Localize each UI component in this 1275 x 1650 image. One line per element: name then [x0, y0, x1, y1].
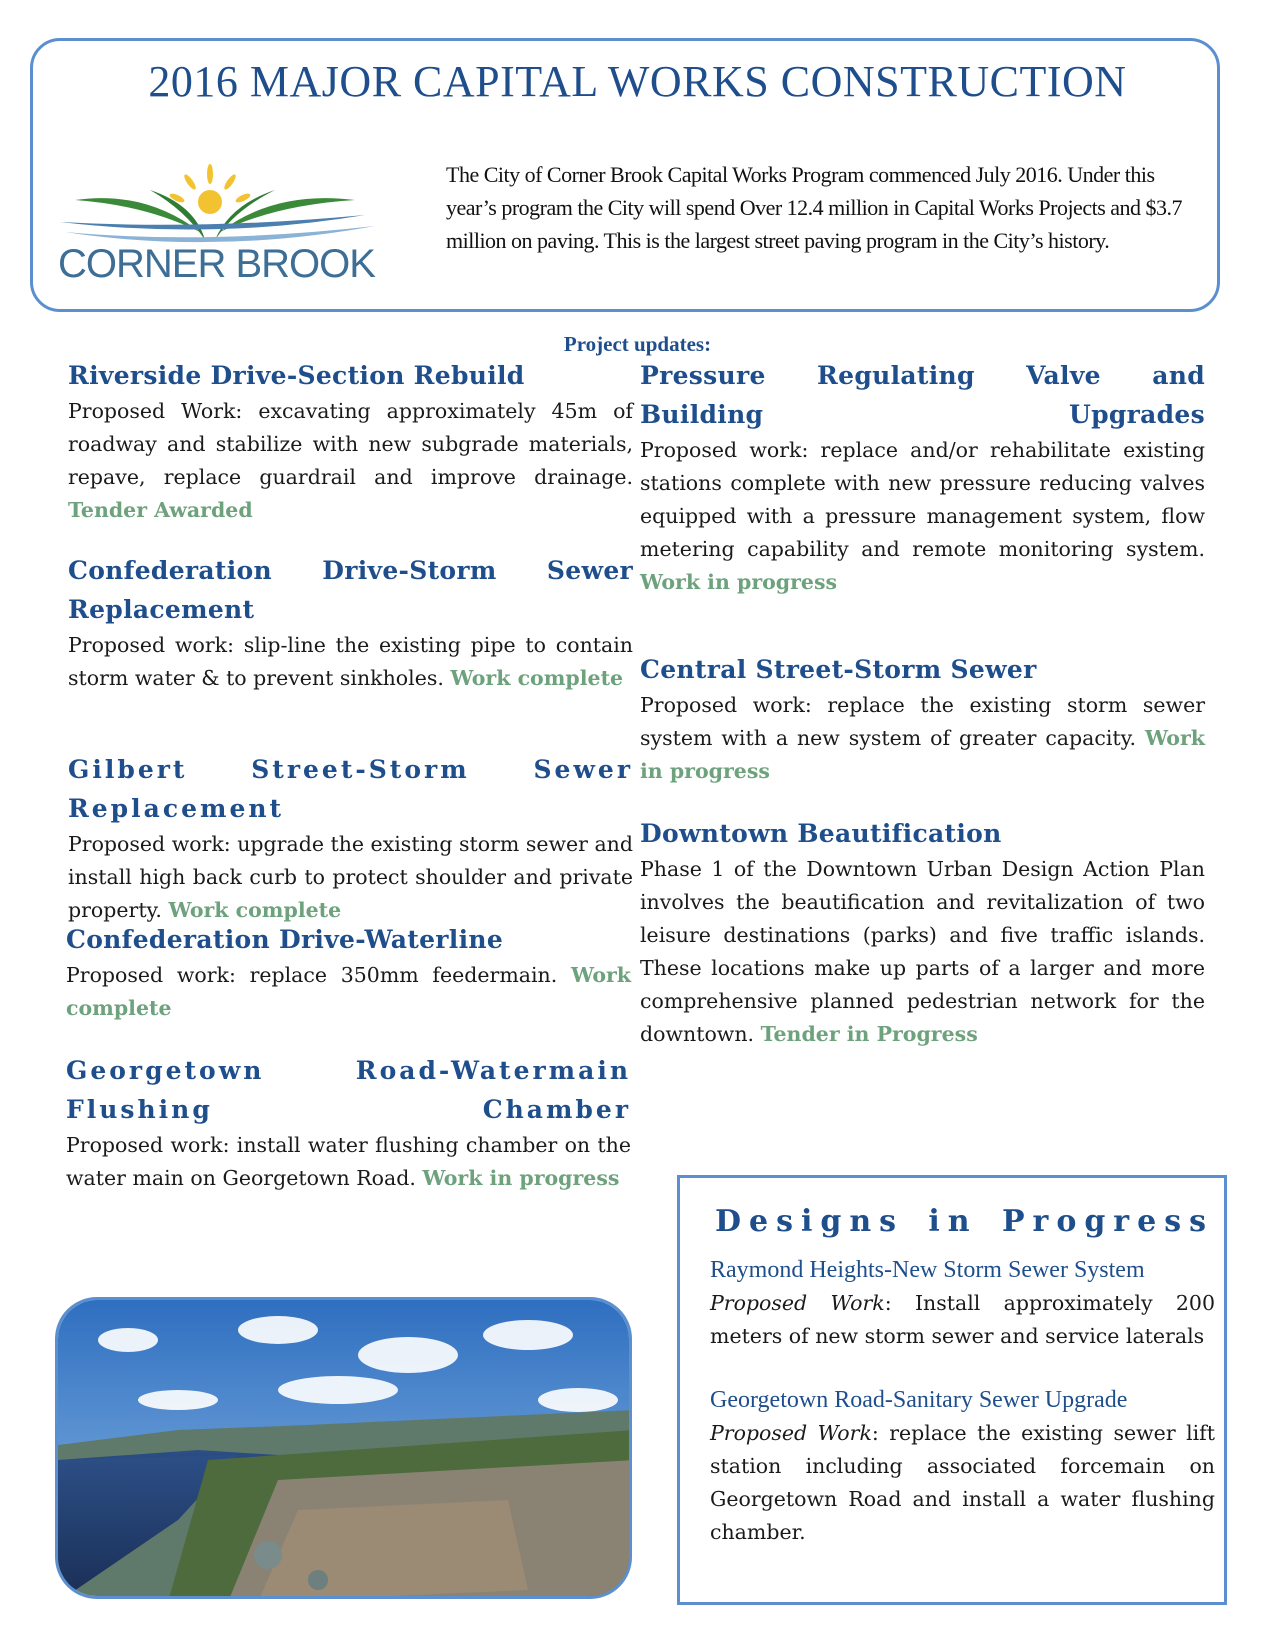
project-status: Work complete [66, 963, 631, 1020]
project-downtown-beautification [640, 814, 1205, 1051]
designs-heading: Designs in Progress [715, 1204, 1214, 1239]
project-description: Proposed work: replace and/or rehabilitate existing stations complete with new pressure reducing valves equipped with a pressure management system, flow metering capability and remote monitoring system. Work in progress [640, 438, 1205, 594]
project-title: Confederation Drive-Waterline [66, 925, 504, 954]
project-description: Proposed work: replace the existing storm sewer system with a new system of greater capacity. Work in progress [640, 693, 1205, 783]
project-title: Georgetown Road-Watermain Flushing Chamber [66, 1056, 631, 1124]
project-title: Confederation Drive-Storm Sewer Replacement [68, 556, 633, 624]
project-status: Work complete [450, 666, 624, 690]
project-description: Proposed work: upgrade the existing storm sewer and install high back curb to protect shoulder and private property. Work complete [68, 832, 634, 922]
project-status: Work in progress [640, 570, 838, 594]
design-title: Georgetown Road-Sanitary Sewer Upgrade [710, 1387, 1128, 1413]
project-title: Pressure Regulating Valve and Building Upgrades [640, 361, 1205, 429]
designs-in-progress-box [677, 1175, 1227, 1605]
project-riverside-drive [68, 356, 633, 527]
project-status: Work in progress [640, 726, 1205, 783]
project-title: Central Street-Storm Sewer [640, 655, 1037, 684]
project-title: Gilbert Street-Storm Sewer Replacement [68, 755, 633, 823]
landscape-image [58, 1300, 632, 1599]
design-raymond-heights [710, 1254, 1215, 1353]
logo-wordmark: CORNER BROOK [58, 242, 375, 286]
page-title: 2016 MAJOR CAPITAL WORKS CONSTRUCTION [148, 57, 1127, 106]
project-status: Tender Awarded [68, 498, 253, 522]
design-description: Proposed Work: replace the existing sewer lift station including associated forcemain on Georgetown Road and install a water flushing chamber. [710, 1421, 1216, 1544]
project-description: Proposed work: install water flushing chamber on the water main on Georgetown Road. Work in progress [66, 1133, 631, 1190]
project-status: Tender in Progress [760, 1022, 978, 1046]
design-title: Raymond Heights-New Storm Sewer System [710, 1257, 1145, 1283]
intro-paragraph: The City of Corner Brook Capital Works Program commenced July 2016. Under this year’s program the City will spend Over 12.4 million in Capital Works Projects and $3.7 million on paving. This is the largest street paving program in the City’s history. [446, 162, 1183, 253]
project-title: Downtown Beautification [640, 819, 1002, 848]
design-description: Proposed Work: Install approximately 200 meters of new storm sewer and service laterals [710, 1291, 1215, 1348]
project-georgetown-watermain [66, 1051, 631, 1195]
project-description: Proposed work: slip-line the existing pipe to contain storm water & to prevent sinkholes. Work complete [68, 633, 633, 690]
project-description: Proposed Work: excavating approximately 45m of roadway and stabilize with new subgrade materials, repave, replace guardrail and improve drainage. Tender Awarded [68, 399, 633, 522]
project-description: Proposed work: replace 350mm feedermain. Work complete [66, 963, 631, 1020]
design-georgetown-sanitary [710, 1384, 1215, 1549]
project-updates-heading: Project updates: [563, 332, 712, 356]
project-description: Phase 1 of the Downtown Urban Design Action Plan involves the beautification and revitalization of two leisure destinations (parks) and five traffic islands. These locations make up parts of a larger and more comprehensive planned pedestrian network for the downtown. Tender in Progress [640, 857, 1205, 1046]
project-confederation-waterline [66, 920, 631, 1025]
project-pressure-valve [640, 356, 1205, 599]
project-central-street [640, 650, 1205, 788]
corner-brook-photo [55, 1297, 632, 1599]
project-status: Work complete [168, 898, 342, 922]
project-title: Riverside Drive-Section Rebuild [68, 361, 525, 390]
project-gilbert-street [68, 750, 633, 927]
project-confederation-storm [68, 551, 633, 695]
project-status: Work in progress [422, 1166, 620, 1190]
